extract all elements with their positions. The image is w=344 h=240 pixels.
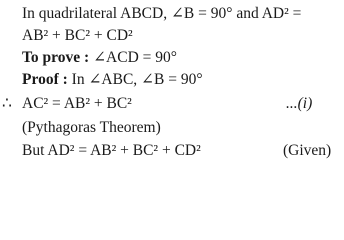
given-equation-line: But AD² = AB² + BC² + CD² xyxy=(22,142,201,159)
pythagoras-equation: AC² = AB² + BC² xyxy=(22,95,132,112)
equation-reference-text: ...(i) xyxy=(286,95,313,112)
proof-label: Proof : xyxy=(22,71,68,88)
to-prove-line xyxy=(22,49,177,67)
given-statement-continuation: AB² + BC² + CD² xyxy=(22,27,133,44)
to-prove-label: To prove : xyxy=(22,49,90,66)
given-statement-line: In quadrilateral ABCD, ∠B = 90° and AD² = xyxy=(22,5,302,22)
proof-line xyxy=(22,71,203,89)
given-reference: (Given) xyxy=(283,142,332,159)
proof-text: In ∠ABC, ∠B = 90° xyxy=(67,71,203,88)
to-prove-text: ∠ACD = 90° xyxy=(89,49,177,66)
pythagoras-note: (Pythagoras Theorem) xyxy=(22,119,161,136)
equation-reference xyxy=(286,95,312,113)
therefore-symbol: ∴ xyxy=(2,95,12,112)
